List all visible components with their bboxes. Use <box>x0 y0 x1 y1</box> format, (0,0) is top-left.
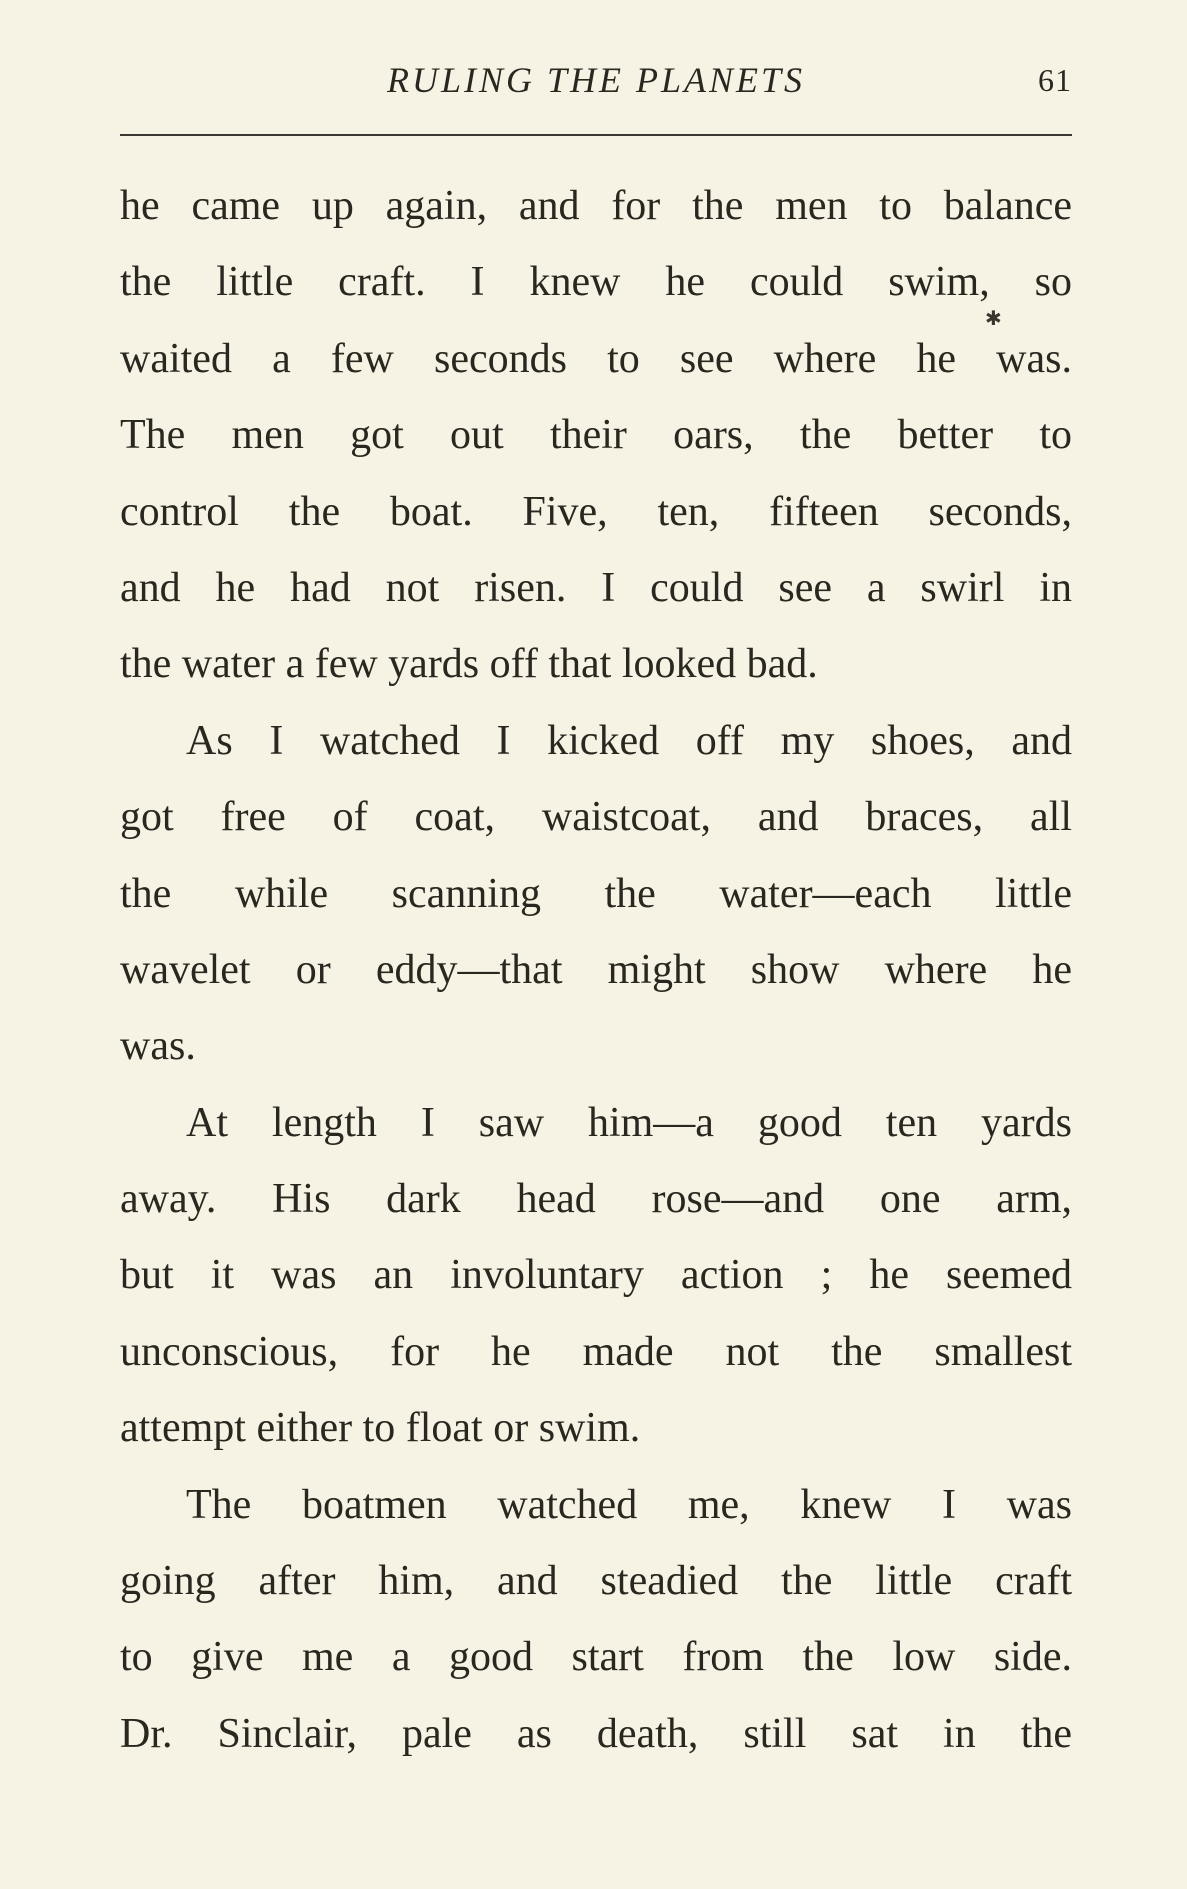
text-line: Dr. Sinclair, pale as death, still sat in the <box>120 1710 1072 1757</box>
text-line: wavelet or eddy—that might show where he <box>120 946 1072 993</box>
page-number: 61 <box>1038 62 1072 98</box>
text-line: he came up again, and for the men to balance <box>120 183 1072 229</box>
text-line: unconscious, for he made not the smallest <box>120 1328 1072 1375</box>
text-line: going after him, and steadied the little craft <box>120 1558 1072 1605</box>
text-line: As I watched I kicked off my shoes, and <box>186 717 1072 764</box>
text-line: attempt either to float or swim. <box>120 1405 641 1452</box>
text-line: away. His dark head rose—and one arm, <box>120 1176 1072 1223</box>
text-line: The men got out their oars, the better to <box>120 412 1072 459</box>
text-line: waited a few seconds to see where he was. <box>120 335 1072 382</box>
running-head-title: RULING THE PLANETS <box>386 60 806 100</box>
running-head <box>120 58 1072 102</box>
text-line: but it was an involuntary action ; he seemed <box>120 1252 1072 1299</box>
text-line: the little craft. I knew he could swim, so <box>120 259 1072 306</box>
text-line: was. <box>120 1023 196 1070</box>
text-line: and he had not risen. I could see a swirl in <box>120 564 1072 611</box>
text-line: the water a few yards off that looked bad. <box>120 641 818 688</box>
text-line: control the boat. Five, ten, fifteen seconds, <box>120 488 1072 535</box>
header-rule <box>120 134 1072 136</box>
ink-mark: ✱ <box>985 308 1002 330</box>
text-line: At length I saw him—a good ten yards <box>186 1099 1072 1146</box>
text-line: got free of coat, waistcoat, and braces, all <box>120 794 1072 841</box>
body-text <box>120 168 1072 1772</box>
text-line: to give me a good start from the low side. <box>120 1634 1072 1681</box>
text-line: The boatmen watched me, knew I was <box>186 1481 1072 1528</box>
text-line: the while scanning the water—each little <box>120 870 1072 917</box>
